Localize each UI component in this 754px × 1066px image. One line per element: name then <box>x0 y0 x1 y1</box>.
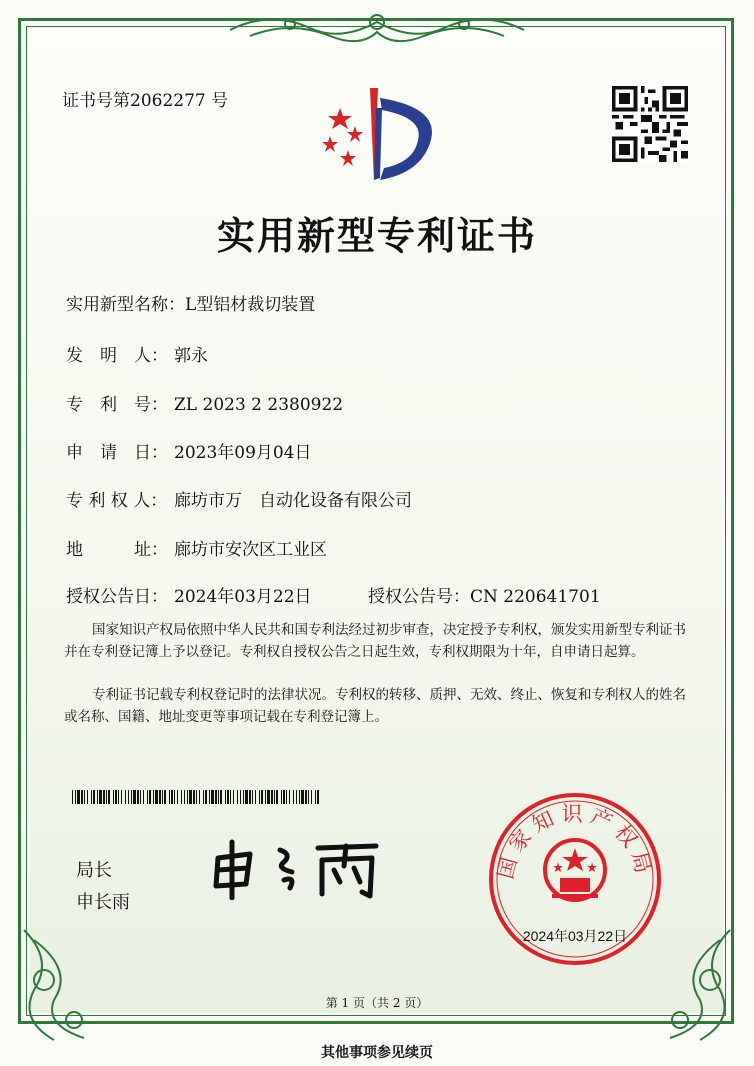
field-value: 廊坊市万 自动化设备有限公司 <box>174 491 412 511</box>
field-value: L型铝材裁切装置 <box>185 295 316 315</box>
field-label: 申 请 日： <box>66 443 168 463</box>
certificate-title: 实用新型专利证书 <box>216 213 537 258</box>
director-title: 局长 <box>76 860 112 881</box>
corner-ornament-bottom-left-icon <box>14 920 124 1050</box>
field-address <box>66 535 327 560</box>
field-value: 郭永 <box>174 346 208 366</box>
field-grant-date <box>66 582 312 607</box>
field-label: 专 利 号： <box>66 395 168 415</box>
field-value: 2024年03月22日 <box>174 587 312 607</box>
field-patent-number <box>66 390 343 415</box>
certificate-number: 证书号第2062277 号 <box>62 91 229 111</box>
field-label: 地 址： <box>66 540 168 560</box>
field-filing-date <box>66 438 312 463</box>
field-value: 2023年09月04日 <box>174 443 312 463</box>
legal-paragraph-2: 专利证书记载专利权登记时的法律状况。专利权的转移、质押、无效、终止、恢复和专利权人的姓名或名称、国籍、地址变更等事项记载在专利登记簿上。 <box>64 687 686 725</box>
barcode-icon <box>72 790 320 804</box>
field-utility-model-name <box>66 290 315 315</box>
top-ornament-icon <box>230 10 524 50</box>
qr-code-icon <box>612 86 688 162</box>
director-name: 申长雨 <box>76 892 130 913</box>
field-value: ZL 2023 2 2380922 <box>174 395 344 415</box>
page-number: 第 1 页（共 2 页） <box>325 996 429 1010</box>
footer-note: 其他事项参见续页 <box>321 1045 433 1061</box>
cnipa-logo-icon <box>310 88 450 188</box>
field-label: 专 利 权 人： <box>66 491 168 511</box>
field-patentee <box>66 486 412 511</box>
field-value: CN 220641701 <box>470 587 601 607</box>
svg-text:国家知识产权局: 国家知识产权局 <box>493 801 657 882</box>
field-grant-number <box>368 582 601 607</box>
field-label: 授权公告号： <box>368 587 470 607</box>
field-label: 发 明 人： <box>66 346 168 366</box>
signature-icon <box>206 836 386 900</box>
seal-date: 2024年03月22日 <box>522 928 628 944</box>
legal-paragraph-1: 国家知识产权局依照中华人民共和国专利法经过初步审查，决定授予专利权，颁发实用新型专利证书并在专利登记簿上予以登记。专利权自授权公告之日起生效，专利权期限为十年，自申请日起算。 <box>64 622 686 660</box>
field-value: 廊坊市安次区工业区 <box>174 540 327 560</box>
field-inventor <box>66 341 208 366</box>
field-label: 实用新型名称： <box>66 295 185 315</box>
field-label: 授权公告日： <box>66 587 168 607</box>
